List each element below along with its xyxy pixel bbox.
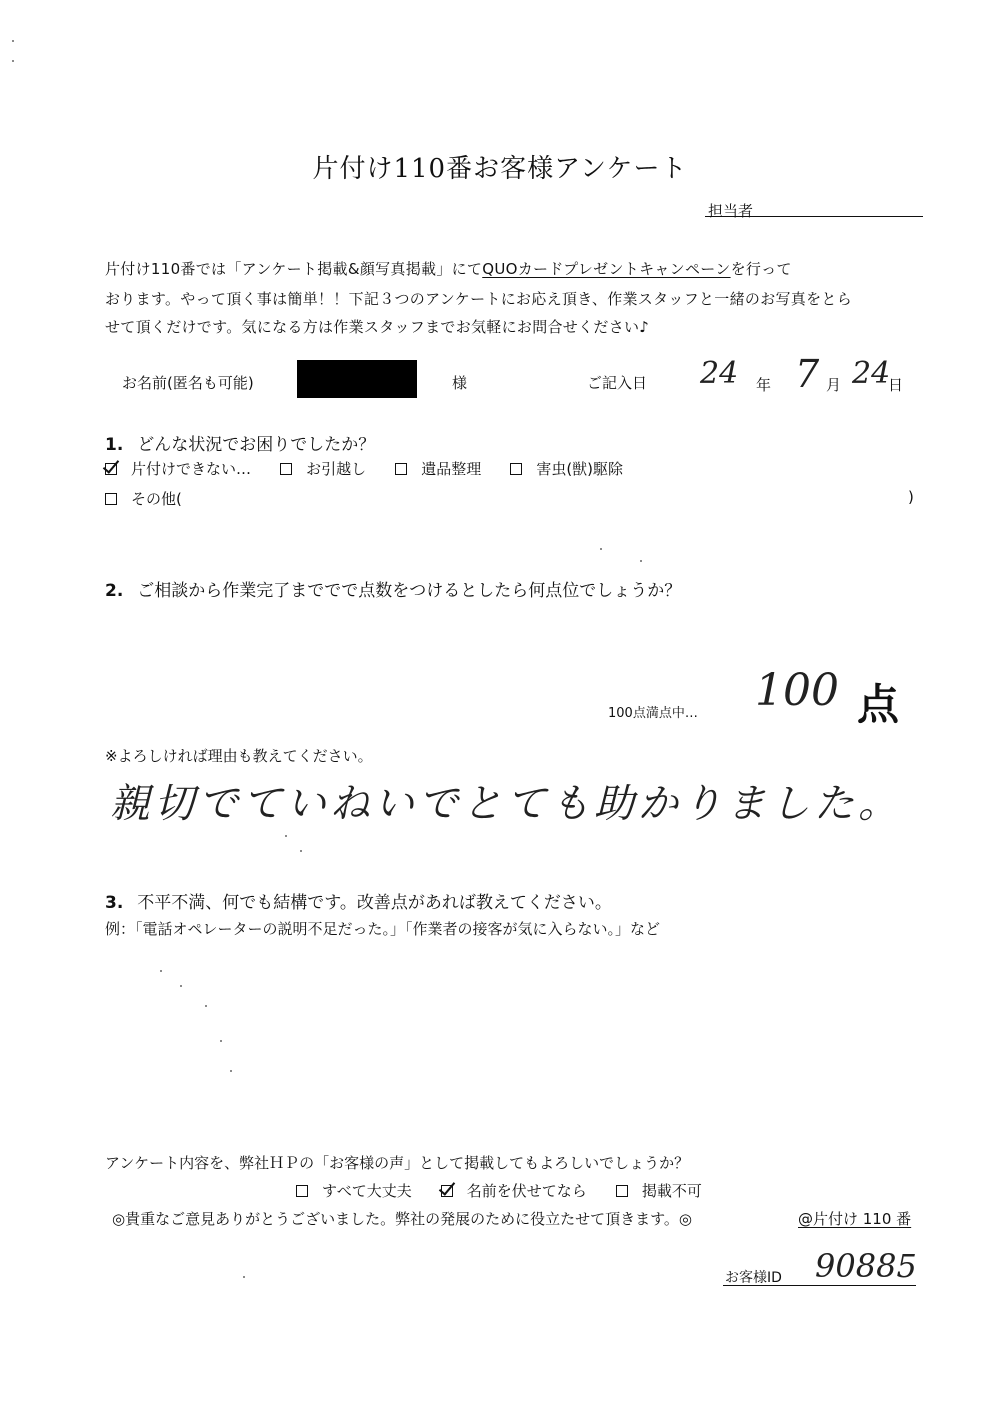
- honorific: 様: [452, 374, 468, 392]
- date-label: ご記入日: [587, 374, 648, 392]
- question-2-number: 2.: [105, 581, 124, 601]
- question-1-number: 1.: [105, 435, 124, 455]
- option-ihin[interactable]: [395, 460, 481, 478]
- intro-text-b: を行って: [730, 260, 792, 278]
- question-3: [105, 888, 612, 913]
- score-prefix: 100点満点中…: [608, 706, 698, 721]
- staff-label: 担当者: [708, 202, 754, 220]
- option-gaichu[interactable]: [510, 460, 623, 478]
- option-hikkoshi[interactable]: [280, 460, 366, 478]
- page-title: 片付け110番お客様アンケート: [312, 154, 688, 184]
- question-1: [105, 430, 375, 455]
- checkbox-checked-icon[interactable]: [441, 1185, 453, 1197]
- publish-anonymous[interactable]: [441, 1182, 587, 1200]
- intro-line-2: おります。やって頂く事は簡単！！下記３つのアンケートにお応え頂き、作業スタッフと一緒のお写真をとら: [105, 290, 853, 308]
- date-month: 7: [795, 352, 820, 396]
- intro-text-a: 片付け110番では「アンケート掲載&顔写真掲載」にて: [105, 260, 483, 278]
- name-label: お名前(匿名も可能): [122, 374, 254, 392]
- score-value: 100: [755, 665, 839, 716]
- option-label: 掲載不可: [641, 1182, 702, 1200]
- option-other-close: ): [908, 488, 914, 506]
- question-3-text: 不平不満、何でも結構です。改善点があれば教えてください。: [137, 893, 612, 913]
- question-1-text: どんな状況でお困りでしたか？: [137, 435, 376, 455]
- checkbox-icon[interactable]: [280, 463, 292, 475]
- checkbox-icon[interactable]: [105, 493, 117, 505]
- intro-line-3: せて頂くだけです。気になる方は作業スタッフまでお気軽にお問合せください♪: [105, 318, 650, 336]
- publish-no[interactable]: [616, 1182, 702, 1200]
- question-2-text: ご相談から作業完了まででで点数をつけるとしたら何点位でしょうか？: [137, 581, 682, 601]
- option-label: 害虫(獣)駆除: [536, 460, 624, 478]
- publish-question: アンケート内容を、弊社ＨＰの「お客様の声」として掲載してもよろしいでしょうか？: [105, 1154, 690, 1172]
- date-year: 24: [700, 356, 739, 391]
- reason-answer: 親切でていねいでとても助かりました。: [110, 781, 902, 827]
- checkbox-checked-icon[interactable]: [105, 463, 117, 475]
- checkbox-icon[interactable]: [395, 463, 407, 475]
- question-3-example: 例：「電話オペレーターの説明不足だった。」「作業者の接客が気に入らない。」など: [105, 920, 661, 938]
- question-3-number: 3.: [105, 893, 124, 913]
- publish-all-ok[interactable]: [296, 1182, 412, 1200]
- staff-signature-line: [705, 216, 923, 217]
- thanks-message: ◎貴重なご意見ありがとうございました。弊社の発展のために役立たせて頂きます。◎: [112, 1210, 692, 1228]
- redacted-name: [297, 360, 417, 398]
- option-label: すべて大丈夫: [322, 1182, 412, 1200]
- publish-options: [296, 1180, 726, 1201]
- checkbox-icon[interactable]: [296, 1185, 308, 1197]
- customer-id-line: [723, 1285, 916, 1286]
- campaign-name: QUOカードプレゼントキャンペーン: [482, 260, 731, 278]
- brand-name: @片付け 110 番: [798, 1210, 912, 1228]
- year-unit: 年: [756, 376, 772, 394]
- option-other[interactable]: [105, 488, 206, 509]
- reason-label: ※よろしければ理由も教えてください。: [105, 747, 373, 765]
- intro-line-1: [105, 258, 935, 279]
- option-other-label: その他(: [131, 490, 182, 508]
- option-label: 片付けできない…: [131, 460, 252, 478]
- option-label: 遺品整理: [421, 460, 482, 478]
- question-1-options: [105, 458, 647, 479]
- date-day: 24: [852, 356, 891, 391]
- option-katazuke[interactable]: [105, 460, 251, 478]
- customer-id-label: お客様ID: [725, 1270, 782, 1286]
- checkbox-icon[interactable]: [510, 463, 522, 475]
- month-unit: 月: [826, 376, 842, 394]
- checkbox-icon[interactable]: [616, 1185, 628, 1197]
- option-label: 名前を伏せてなら: [466, 1182, 587, 1200]
- option-label: お引越し: [306, 460, 367, 478]
- score-unit: 点: [857, 680, 900, 729]
- day-unit: 日: [888, 376, 904, 394]
- customer-id-value: 90885: [815, 1247, 917, 1285]
- question-2: [105, 576, 681, 601]
